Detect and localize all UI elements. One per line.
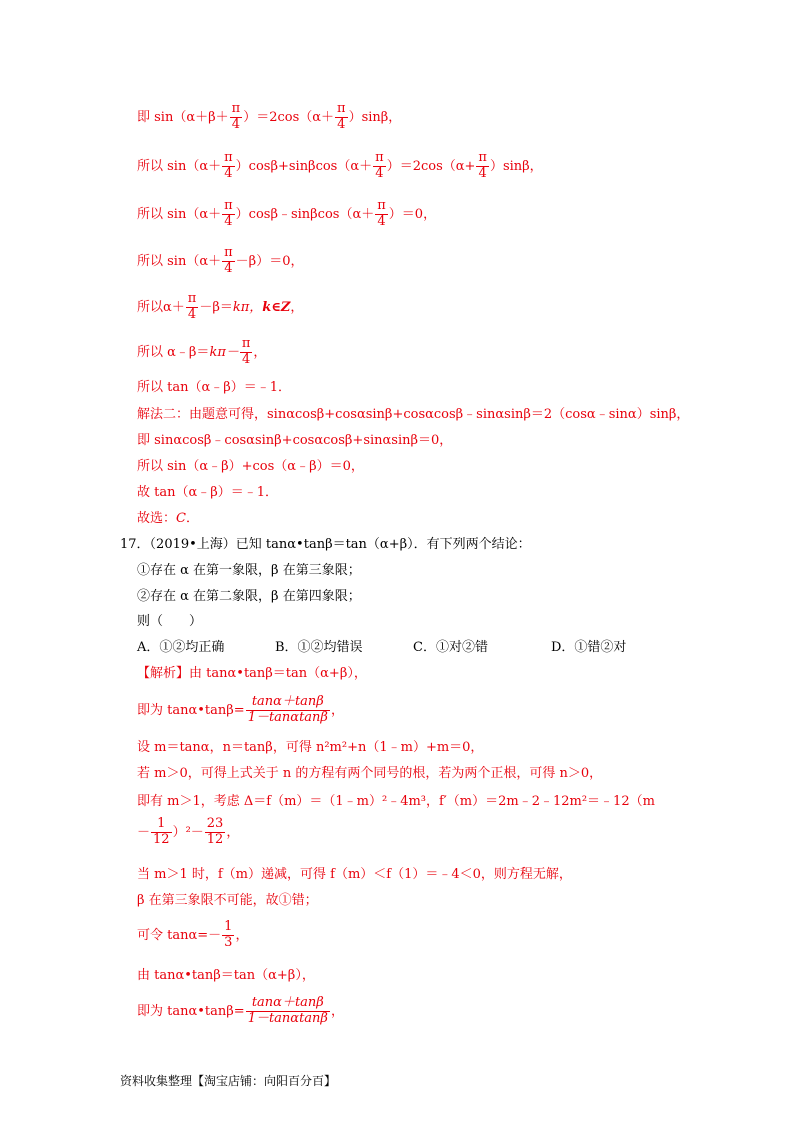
analysis-line-9: 可令 tanα=－ $\frac{1}{3}$ ， bbox=[137, 919, 249, 950]
fraction-pi-over-4: $\frac{\pi}{4}$ bbox=[224, 198, 233, 229]
solution-line-7: 所以 tan（α﹣β）＝﹣1． bbox=[137, 380, 292, 395]
tan-sum-fraction: $\frac{\tan\alpha+\tan\beta}{1-\tan\alpha\tan\beta}$ bbox=[247, 694, 328, 725]
solution-line-1: 即 sin（α＋β＋ $\frac{\pi}{4}$ ）＝2cos（α＋ $\frac{\pi}{4}$ ）sinβ， bbox=[137, 101, 402, 132]
solution-line-4: 所以 sin（α＋ $\frac{\pi}{4}$ －β）＝0， bbox=[137, 245, 304, 276]
conclusion-1: ①存在 α 在第一象限，β 在第三象限； bbox=[137, 563, 361, 578]
option-c: C．①对②错 bbox=[413, 640, 488, 655]
question-then: 则（ ） bbox=[137, 614, 203, 629]
solution-line-10: 所以 sin（α﹣β）+cos（α﹣β）＝0， bbox=[137, 459, 364, 474]
analysis-line-11: 即为 tanα•tanβ= $\frac{\tan\alpha+\tan\beta}{1-\tan\alpha\tan\beta}$ ， bbox=[137, 995, 344, 1026]
answer-line: 故选：C． bbox=[137, 511, 199, 526]
analysis-line-10: 由 tanα•tanβ＝tan（α+β）， bbox=[137, 968, 315, 983]
fraction-pi-over-4: $\frac{\pi}{4}$ bbox=[224, 245, 233, 276]
fraction-1-over-3: $\frac{1}{3}$ bbox=[224, 919, 233, 950]
solution-line-3: 所以 sin（α＋ $\frac{\pi}{4}$ ）cosβ﹣sinβcos（α＋ $\frac{\pi}{4}$ ）＝0， bbox=[137, 198, 437, 229]
fraction-pi-over-4: $\frac{\pi}{4}$ bbox=[231, 101, 241, 132]
solution-line-11: 故 tan（α﹣β）＝﹣1． bbox=[137, 485, 279, 500]
analysis-line-5: 即有 m＞1，考虑 Δ＝f（m）＝（1﹣m）²﹣4m³，f′（m）＝2m﹣2﹣12m²＝﹣12（m bbox=[137, 794, 655, 809]
solution-line-8: 解法二：由题意可得，sinαcosβ+cosαsinβ+cosαcosβ﹣sinαsinβ＝2（cosα﹣sinα）sinβ， bbox=[137, 407, 690, 422]
fraction-pi-over-4: $\frac{\pi}{4}$ bbox=[224, 150, 233, 181]
tan-sum-fraction: $\frac{\tan\alpha+\tan\beta}{1-\tan\alpha\tan\beta}$ bbox=[247, 995, 328, 1026]
option-d: D．①错②对 bbox=[551, 640, 627, 655]
solution-line-6: 所以 α﹣β＝kπ－ $\frac{\pi}{4}$ ， bbox=[137, 336, 267, 367]
analysis-line-3: 设 m＝tanα，n＝tanβ，可得 n²m²+n（1﹣m）+m＝0， bbox=[137, 740, 484, 755]
fraction-pi-over-4: $\frac{\pi}{4}$ bbox=[377, 198, 386, 229]
fraction-pi-over-4: $\frac{\pi}{4}$ bbox=[187, 291, 197, 322]
fraction-pi-over-4: $\frac{\pi}{4}$ bbox=[241, 336, 251, 367]
question-stem: 17．（2019•上海）已知 tanα•tanβ＝tan（α+β）．有下列两个结论： bbox=[120, 537, 531, 552]
solution-line-5: 所以α＋ $\frac{\pi}{4}$ －β＝kπ，k∈Z， bbox=[137, 291, 304, 322]
solution-line-9: 即 sinαcosβ﹣cosαsinβ+cosαcosβ+sinαsinβ＝0， bbox=[137, 433, 453, 448]
fraction-pi-over-4: $\frac{\pi}{4}$ bbox=[337, 101, 346, 132]
analysis-line-7: 当 m＞1 时，f（m）递减，可得 f（m）＜f（1）＝﹣4＜0，则方程无解， bbox=[137, 867, 572, 882]
option-b: B．①②均错误 bbox=[275, 640, 363, 655]
solution-line-2: 所以 sin（α＋ $\frac{\pi}{4}$ ）cosβ+sinβcos（α＋ $\frac{\pi}{4}$ ）＝2cos（α+ $\frac{\pi}{4}$ ）sinβ， bbox=[137, 150, 543, 181]
fraction-pi-over-4: $\frac{\pi}{4}$ bbox=[375, 150, 384, 181]
page-footer: 资料收集整理【淘宝店铺：向阳百分百】 bbox=[120, 1074, 337, 1088]
analysis-line-1: 【解析】由 tanα•tanβ＝tan（α+β）， bbox=[137, 666, 367, 681]
analysis-line-8: β 在第三象限不可能，故①错； bbox=[137, 893, 318, 908]
fraction-23-over-12: $\frac{23}{12}$ bbox=[206, 816, 224, 847]
analysis-line-2: 即为 tanα•tanβ= $\frac{\tan\alpha+\tan\beta}{1-\tan\alpha\tan\beta}$ ， bbox=[137, 694, 344, 725]
option-a: A．①②均正确 bbox=[137, 640, 225, 655]
conclusion-2: ②存在 α 在第二象限，β 在第四象限； bbox=[137, 589, 361, 604]
fraction-1-over-12: $\frac{1}{12}$ bbox=[153, 816, 170, 847]
analysis-line-4: 若 m＞0，可得上式关于 n 的方程有两个同号的根，若为两个正根，可得 n＞0， bbox=[137, 766, 603, 781]
fraction-pi-over-4: $\frac{\pi}{4}$ bbox=[478, 150, 487, 181]
analysis-line-6: － $\frac{1}{12}$ ）²－ $\frac{23}{12}$ ， bbox=[137, 816, 240, 847]
